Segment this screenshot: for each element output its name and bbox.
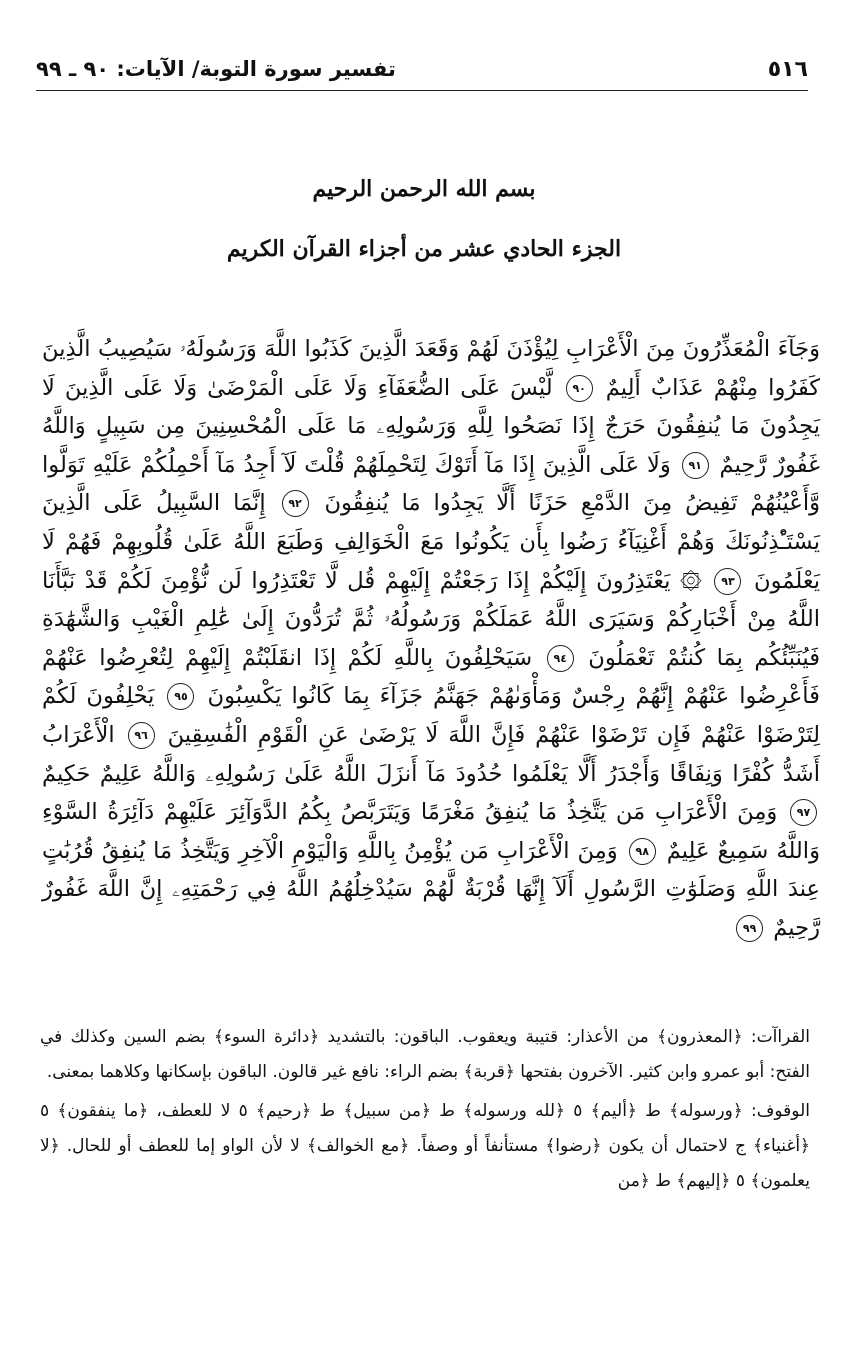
ayah-number-marker: ٩٢ [282, 490, 309, 517]
verse-text: لَّيْسَ عَلَى الضُّعَفَآءِ وَلَا عَلَى الْمَرْضَىٰ وَلَا عَلَى الَّذِينَ لَا يَجِدُونَ مَا يُنفِقُونَ حَرَجٌ إِذَا نَصَحُوا لِلَّهِ وَرَسُولِهِۦ مَا عَلَى الْمُحْسِنِينَ مِن سَبِيلٍ وَاللَّهُ غَفُورٌ رَّحِيمٌ [42, 374, 820, 478]
ayah-number-marker: ٩٧ [790, 799, 817, 826]
pauses-paragraph: الوقوف: ﴿ورسوله﴾ ط ﴿أليم﴾ ٥ ﴿لله ورسوله﴾ ط ﴿من سبيل﴾ ط ﴿رحيم﴾ ٥ لا للعطف، ﴿ما ينفقون﴾ ٥ ﴿أغنياء﴾ ج لاحتمال أن يكون ﴿رضوا﴾ مستأنفاً أو وصفاً. ﴿مع الخوالف﴾ لا لأن الواو إما للعطف أو للحال. ﴿لا يعلمون﴾ ٥ ﴿إليهم﴾ ط ﴿من [40, 1101, 810, 1191]
quran-verses-block [42, 330, 820, 948]
commentary-block [40, 1020, 810, 1199]
basmala-title: بسم الله الرحمن الرحيم [312, 176, 536, 202]
ayah-number-marker: ٩٠ [566, 375, 593, 402]
verse-text: سَيَحْلِفُونَ بِاللَّهِ لَكُمْ إِذَا انقَلَبْتُمْ إِلَيْهِمْ لِتُعْرِضُوا عَنْهُمْ فَأَعْرِضُوا عَنْهُمْ إِنَّهُمْ رِجْسٌ وَمَأْوَىٰهُمْ جَهَنَّمُ جَزَآءَ بِمَا كَانُوا يَكْسِبُونَ [42, 644, 820, 710]
header-divider [36, 90, 808, 91]
section-titles [40, 170, 808, 268]
ayah-number-marker: ٩٣ [714, 568, 741, 595]
verse-text: إِنَّمَا السَّبِيلُ عَلَى الَّذِينَ يَسْتَـْٔذِنُونَكَ وَهُمْ أَغْنِيَآءُ رَضُوا بِأَن يَكُونُوا مَعَ الْخَوَالِفِ وَطَبَعَ اللَّهُ عَلَىٰ قُلُوبِهِمْ فَهُمْ لَا يَعْلَمُونَ [42, 490, 821, 594]
verse-text: وَجَآءَ الْمُعَذِّرُونَ مِنَ الْأَعْرَابِ لِيُؤْذَنَ لَهُمْ وَقَعَدَ الَّذِينَ كَذَبُوا اللَّهَ وَرَسُولَهُۥ سَيُصِيبُ الَّذِينَ كَفَرُوا مِنْهُمْ عَذَابٌ أَلِيمٌ [42, 336, 821, 401]
verse-text: ۞ يَعْتَذِرُونَ إِلَيْكُمْ إِذَا رَجَعْتُمْ إِلَيْهِمْ قُل لَّا تَعْتَذِرُوا لَن نُّؤْمِنَ لَكُمْ قَدْ نَبَّأَنَا اللَّهُ مِنْ أَخْبَارِكُمْ وَسَيَرَى اللَّهُ عَمَلَكُمْ وَرَسُولُهُۥ ثُمَّ تُرَدُّونَ إِلَىٰ عَٰلِمِ الْغَيْبِ وَالشَّهَٰدَةِ فَيُنَبِّئُكُم بِمَا كُنتُمْ تَعْمَلُونَ [42, 567, 820, 671]
verse-text: وَلَا عَلَى الَّذِينَ إِذَا مَآ أَتَوْكَ لِتَحْمِلَهُمْ قُلْتَ لَآ أَجِدُ مَآ أَحْمِلُكُمْ عَلَيْهِ تَوَلَّوا وَّأَعْيُنُهُمْ تَفِيضُ مِنَ الدَّمْعِ حَزَنًا أَلَّا يَجِدُوا مَا يُنفِقُونَ [42, 451, 821, 517]
verse-text: الْأَعْرَابُ أَشَدُّ كُفْرًا وَنِفَاقًا وَأَجْدَرُ أَلَّا يَعْلَمُوا حُدُودَ مَآ أَنزَلَ اللَّهُ عَلَىٰ رَسُولِهِۦ وَاللَّهُ عَلِيمٌ حَكِيمٌ [42, 721, 820, 787]
running-head: تفسير سورة التوبة/ الآيات: ٩٠ ـ ٩٩ [36, 57, 396, 81]
readings-paragraph: القراآت: ﴿المعذرون﴾ من الأعذار: قتيبة ويعقوب. الباقون: بالتشديد ﴿دائرة السوء﴾ بضم السين وكذلك في الفتح: أبو عمرو وابن كثير. الآخرون بفتحها ﴿قربة﴾ بضم الراء: نافع غير قالون. الباقون بإسكانها وكلاهما بمعنى. [40, 1027, 810, 1082]
ayah-number-marker: ٩٦ [128, 722, 155, 749]
ayah-number-marker: ٩٨ [629, 838, 656, 865]
verse-text: يَحْلِفُونَ لَكُمْ لِتَرْضَوْا عَنْهُمْ فَإِن تَرْضَوْا عَنْهُمْ فَإِنَّ اللَّهَ لَا يَرْضَىٰ عَنِ الْقَوْمِ الْفَٰسِقِينَ [42, 683, 820, 748]
ayah-number-marker: ٩٤ [547, 645, 574, 672]
page-number: ٥١٦ [767, 56, 808, 82]
page-header [36, 50, 808, 88]
ayah-number-marker: ٩٩ [736, 915, 763, 942]
ayah-number-marker: ٩٥ [167, 683, 194, 710]
ayah-number-marker: ٩١ [682, 452, 709, 479]
verse-text: وَمِنَ الْأَعْرَابِ مَن يَتَّخِذُ مَا يُنفِقُ مَغْرَمًا وَيَتَرَبَّصُ بِكُمُ الدَّوَآئِرَ عَلَيْهِمْ دَآئِرَةُ السَّوْءِ وَاللَّهُ سَمِيعٌ عَلِيمٌ [42, 799, 820, 864]
verse-text: وَمِنَ الْأَعْرَابِ مَن يُؤْمِنُ بِاللَّهِ وَالْيَوْمِ الْآخِرِ وَيَتَّخِذُ مَا يُنفِقُ قُرُبَٰتٍ عِندَ اللَّهِ وَصَلَوَٰتِ الرَّسُولِ أَلَآ إِنَّهَا قُرْبَةٌ لَّهُمْ سَيُدْخِلُهُمُ اللَّهُ فِي رَحْمَتِهِۦ إِنَّ اللَّهَ غَفُورٌ رَّحِيمٌ [42, 837, 820, 941]
part-title: الجزء الحادي عشر من أجزاء القرآن الكريم [226, 236, 622, 262]
